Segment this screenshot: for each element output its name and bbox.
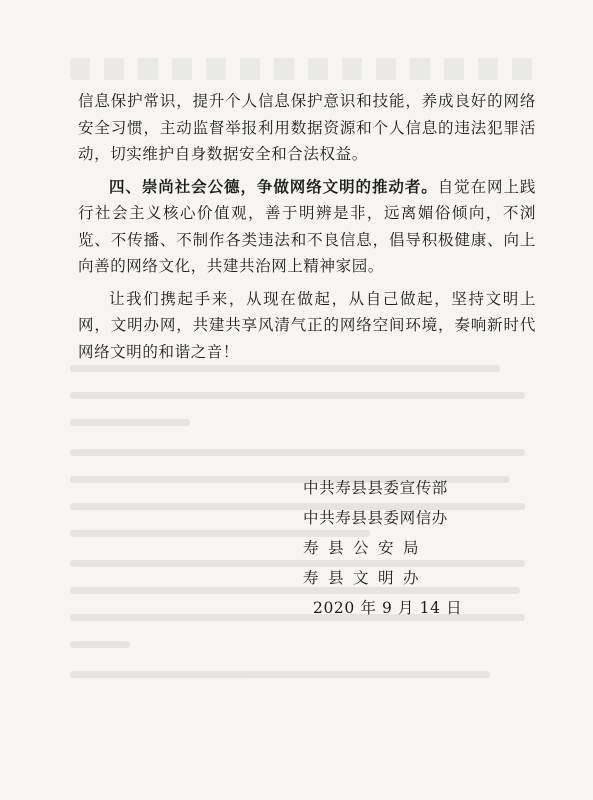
- paragraph-data-protection: 信息保护常识，提升个人信息保护意识和技能，养成良好的网络安全习惯，主动监督举报利用数据资源和个人信息的违法犯罪活动，切实维护自身数据安全和合法权益。: [78, 92, 536, 163]
- signatory-cyberspace-office: 中共寿县县委网信办: [303, 509, 448, 527]
- paragraph-section-four: [78, 174, 536, 280]
- document-date: 2020 年 9 月 14 日: [313, 599, 463, 617]
- section-four-heading: 四、崇尚社会公德，争做网络文明的推动者。: [109, 176, 438, 196]
- signatory-public-security-bureau: 寿县公安局: [303, 539, 429, 557]
- signature-block: [303, 473, 493, 623]
- document-body: [78, 88, 536, 365]
- bleed-through-header: [70, 58, 540, 80]
- paragraph-closing: 让我们携起手来，从现在做起，从自己做起，坚持文明上网，文明办网，共建共享风清气正的网络空间环境，奏响新时代网络文明的和谐之音！: [78, 289, 536, 361]
- signatory-propaganda-dept: 中共寿县县委宣传部: [303, 479, 448, 497]
- signatory-civilization-office: 寿县文明办: [303, 569, 429, 587]
- section-four-body: 自觉在网上践行社会主义核心价值观，善于明辨是非，远离媚俗倾向，不浏览、不传播、不制作各类违法和不良信息，倡导积极健康、向上向善的网络文化，共建共治网上精神家园。: [78, 177, 536, 275]
